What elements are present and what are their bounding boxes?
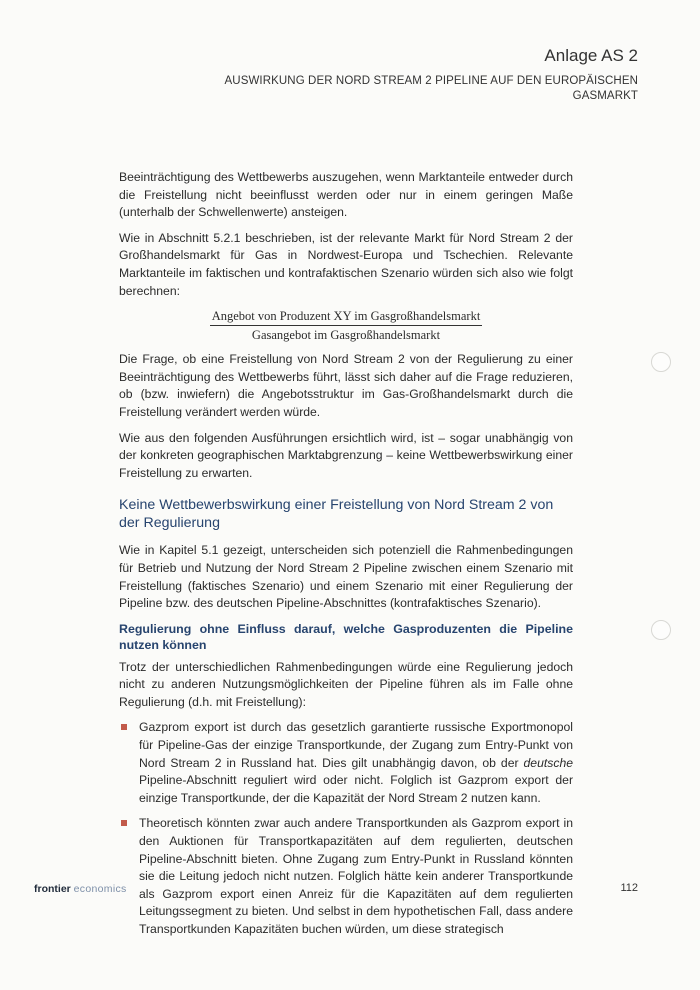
report-title: AUSWIRKUNG DER NORD STREAM 2 PIPELINE AUF DEN EUROPÄISCHEN GASMARKT xyxy=(224,75,638,102)
subsection-heading: Regulierung ohne Einfluss darauf, welche Gasproduzenten die Pipeline nutzen können xyxy=(119,621,573,652)
brand-name: frontier xyxy=(34,883,71,895)
body-text xyxy=(119,169,573,947)
brand-logo xyxy=(34,883,127,895)
paragraph: Die Frage, ob eine Freistellung von Nord Stream 2 von der Regulierung zu einer Beeinträchtigung des Wettbewerbs führt, lässt sich daher auf die Frage reduzieren, ob (bzw. inwiefern) die Angebotsstruktur im Gas-Großhandelsmarkt durch die Freistellung verändert werden würde. xyxy=(119,352,573,419)
list-item xyxy=(119,719,573,807)
bullet-list xyxy=(119,719,573,938)
paragraph: Wie in Kapitel 5.1 gezeigt, unterscheiden sich potenziell die Rahmenbedingungen für Betrieb und Nutzung der Nord Stream 2 Pipeline zwischen einem Szenario mit Freistellung (faktisches Szenario) und einem Szenario mit einer Regulierung der Pipeline bzw. des deutschen Pipeline-Abschnittes (kontrafaktisches Szenario). xyxy=(119,543,573,611)
list-item xyxy=(119,815,573,938)
paragraph: Wie aus den folgenden Ausführungen ersichtlich wird, ist – sogar unabhängig von der konkreten geographischen Marktabgrenzung – keine Wettbewerbswirkung einer Freistellung zu erwarten. xyxy=(119,430,573,480)
emphasis-text: deutsche xyxy=(523,755,573,770)
market-share-formula xyxy=(119,308,573,343)
punch-hole xyxy=(651,352,671,372)
annex-label: Anlage AS 2 xyxy=(544,46,638,65)
list-item-text: Pipeline-Abschnitt reguliert wird oder nicht. Folglich ist Gazprom export der einzige Transportkunde, der die Kapazität der Nord Stream 2 nutzen kann. xyxy=(139,773,573,805)
section-heading: Keine Wettbewerbswirkung einer Freistellung von Nord Stream 2 von der Regulierung xyxy=(119,497,554,532)
punch-hole xyxy=(651,620,671,640)
brand-name-accent: economics xyxy=(73,883,127,895)
paragraph: Beeinträchtigung des Wettbewerbs auszugehen, wenn Marktanteile entweder durch die Freistellung nicht beeinflusst werden oder nur in einem geringen Maße (unterhalb der Schwellenwerte) ansteigen. xyxy=(119,170,573,220)
list-item-text: Gazprom export ist durch das gesetzlich garantierte russische Exportmonopol für Pipeline-Gas der einzige Transportkunde, der Zugang zum Entry-Punkt von Nord Stream 2 in Russland hat. Dies gilt unabhängig davon, ob der xyxy=(139,720,573,770)
formula-numerator: Angebot von Produzent XY im Gasgroßhandelsmarkt xyxy=(210,308,483,326)
formula-denominator: Gasangebot im Gasgroßhandelsmarkt xyxy=(251,328,441,343)
square-bullet-icon xyxy=(121,820,127,826)
paragraph: Wie in Abschnitt 5.2.1 beschrieben, ist der relevante Markt für Nord Stream 2 der Großhandelsmarkt für Gas in Nordwest-Europa und Tschechien. Relevante Marktanteile im faktischen und kontrafaktischen Szenario würden sich also wie folgt berechnen: xyxy=(119,230,573,298)
square-bullet-icon xyxy=(121,724,127,730)
list-item-text: Theoretisch könnten zwar auch andere Transportkunden als Gazprom export in den Auktionen für Transportkapazitäten auf dem regulierten, deutschen Pipeline-Abschnitt bieten. Ohne Zugang zum Entry-Punkt in Russland könnten sie die Leitung jedoch nicht nutzen. Folglich hätte kein anderer Transportkunde als Gazprom export einen Anreiz für die Kapazitäten auf dem regulierten Leitungssegment zu bieten. Und selbst in dem hypothetischen Fall, dass andere Transportkunden Kapazitäten buchen würden, um diese strategisch xyxy=(139,816,573,936)
page-number: 112 xyxy=(620,882,638,894)
paragraph: Trotz der unterschiedlichen Rahmenbedingungen würde eine Regulierung jedoch nicht zu anderen Nutzungsmöglichkeiten der Pipeline führen als im Falle ohne Regulierung (d.h. mit Freistellung): xyxy=(119,659,573,709)
